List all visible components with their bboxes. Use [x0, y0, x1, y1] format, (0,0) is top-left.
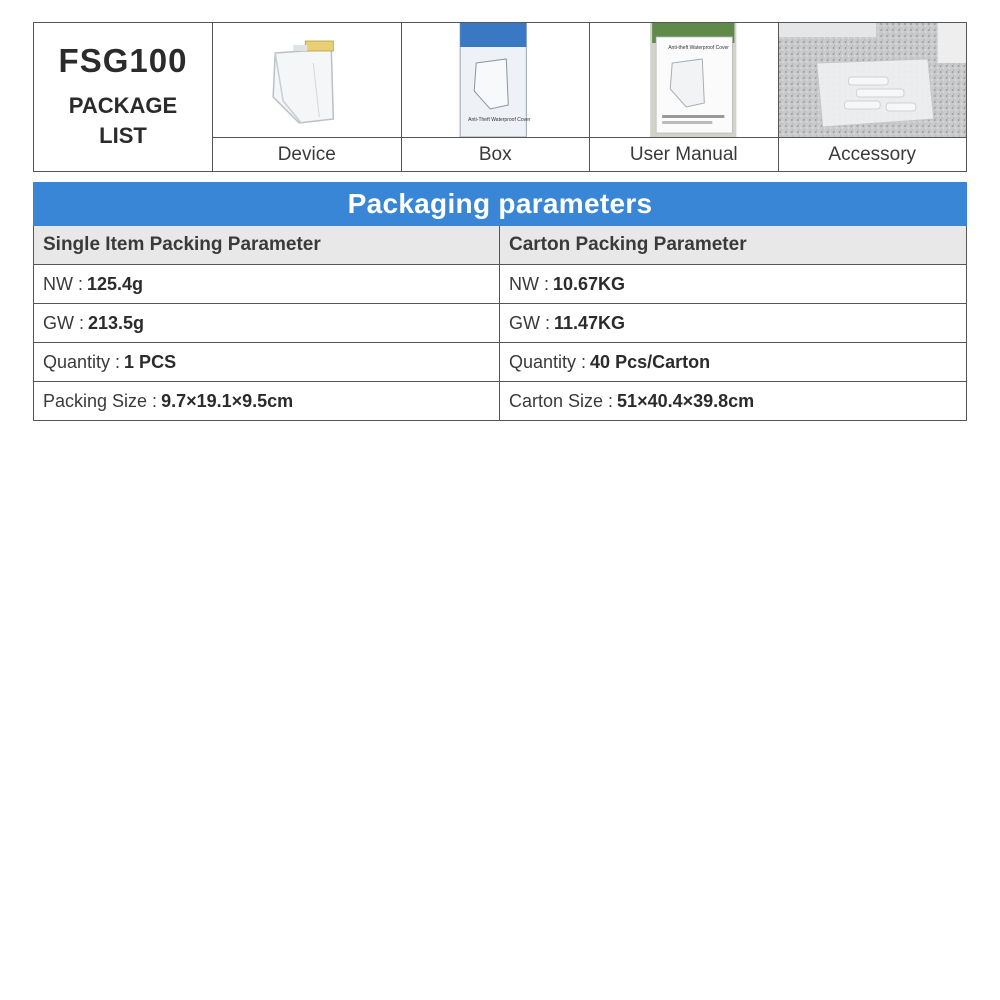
param-label: NW :	[43, 273, 83, 294]
package-list-heading: PACKAGE LIST	[68, 92, 178, 148]
param-label: NW :	[509, 273, 549, 294]
single-packing-size-cell	[34, 382, 500, 420]
parameters-table	[33, 226, 967, 421]
carton-quantity-cell	[500, 343, 966, 381]
param-value: 9.7×19.1×9.5cm	[161, 390, 294, 411]
packaging-parameters-header: Packaging parameters	[33, 182, 967, 226]
table-row	[34, 343, 966, 382]
svg-text:Anti-theft Waterproof Cover: Anti-theft Waterproof Cover	[668, 45, 729, 51]
param-label: Quantity :	[43, 351, 121, 372]
parameters-subheader-row	[34, 226, 966, 265]
param-value: 213.5g	[88, 312, 145, 333]
package-list-table	[33, 22, 967, 172]
single-item-title: Single Item Packing Parameter	[34, 226, 500, 264]
device-label: Device	[277, 143, 336, 165]
box-label: Box	[478, 143, 512, 165]
device-image	[213, 23, 401, 138]
package-list-title	[34, 23, 213, 171]
table-row	[34, 265, 966, 304]
param-label: GW :	[43, 312, 84, 333]
package-item-user-manual	[590, 23, 779, 171]
param-value: 10.67KG	[553, 273, 626, 294]
param-label: Quantity :	[509, 351, 587, 372]
param-value: 51×40.4×39.8cm	[617, 390, 755, 411]
param-label: Packing Size :	[43, 390, 158, 411]
accessory-image	[779, 23, 967, 138]
param-label: GW :	[509, 312, 550, 333]
carton-gw-cell	[500, 304, 966, 342]
carton-title: Carton Packing Parameter	[509, 234, 747, 255]
table-row	[34, 382, 966, 420]
single-gw-cell	[34, 304, 500, 342]
package-item-device	[213, 23, 402, 171]
package-item-accessory	[779, 23, 967, 171]
carton-size-cell	[500, 382, 966, 420]
single-nw-cell	[34, 265, 500, 303]
accessory-label: Accessory	[828, 143, 917, 165]
svg-text:Anti-Theft Waterproof Cover: Anti-Theft Waterproof Cover	[467, 117, 531, 123]
param-value: 125.4g	[87, 273, 144, 294]
param-value: 11.47KG	[554, 312, 626, 333]
single-quantity-cell	[34, 343, 500, 381]
param-label: Carton Size :	[509, 390, 614, 411]
package-item-box	[402, 23, 591, 171]
param-value: 40 Pcs/Carton	[590, 351, 711, 372]
user-manual-image	[590, 23, 778, 138]
box-image	[402, 23, 590, 138]
user-manual-label: User Manual	[629, 143, 738, 165]
model-name: FSG100	[58, 41, 188, 79]
carton-nw-cell	[500, 265, 966, 303]
param-value: 1 PCS	[124, 351, 177, 372]
packaging-parameters	[33, 182, 967, 421]
table-row	[34, 304, 966, 343]
